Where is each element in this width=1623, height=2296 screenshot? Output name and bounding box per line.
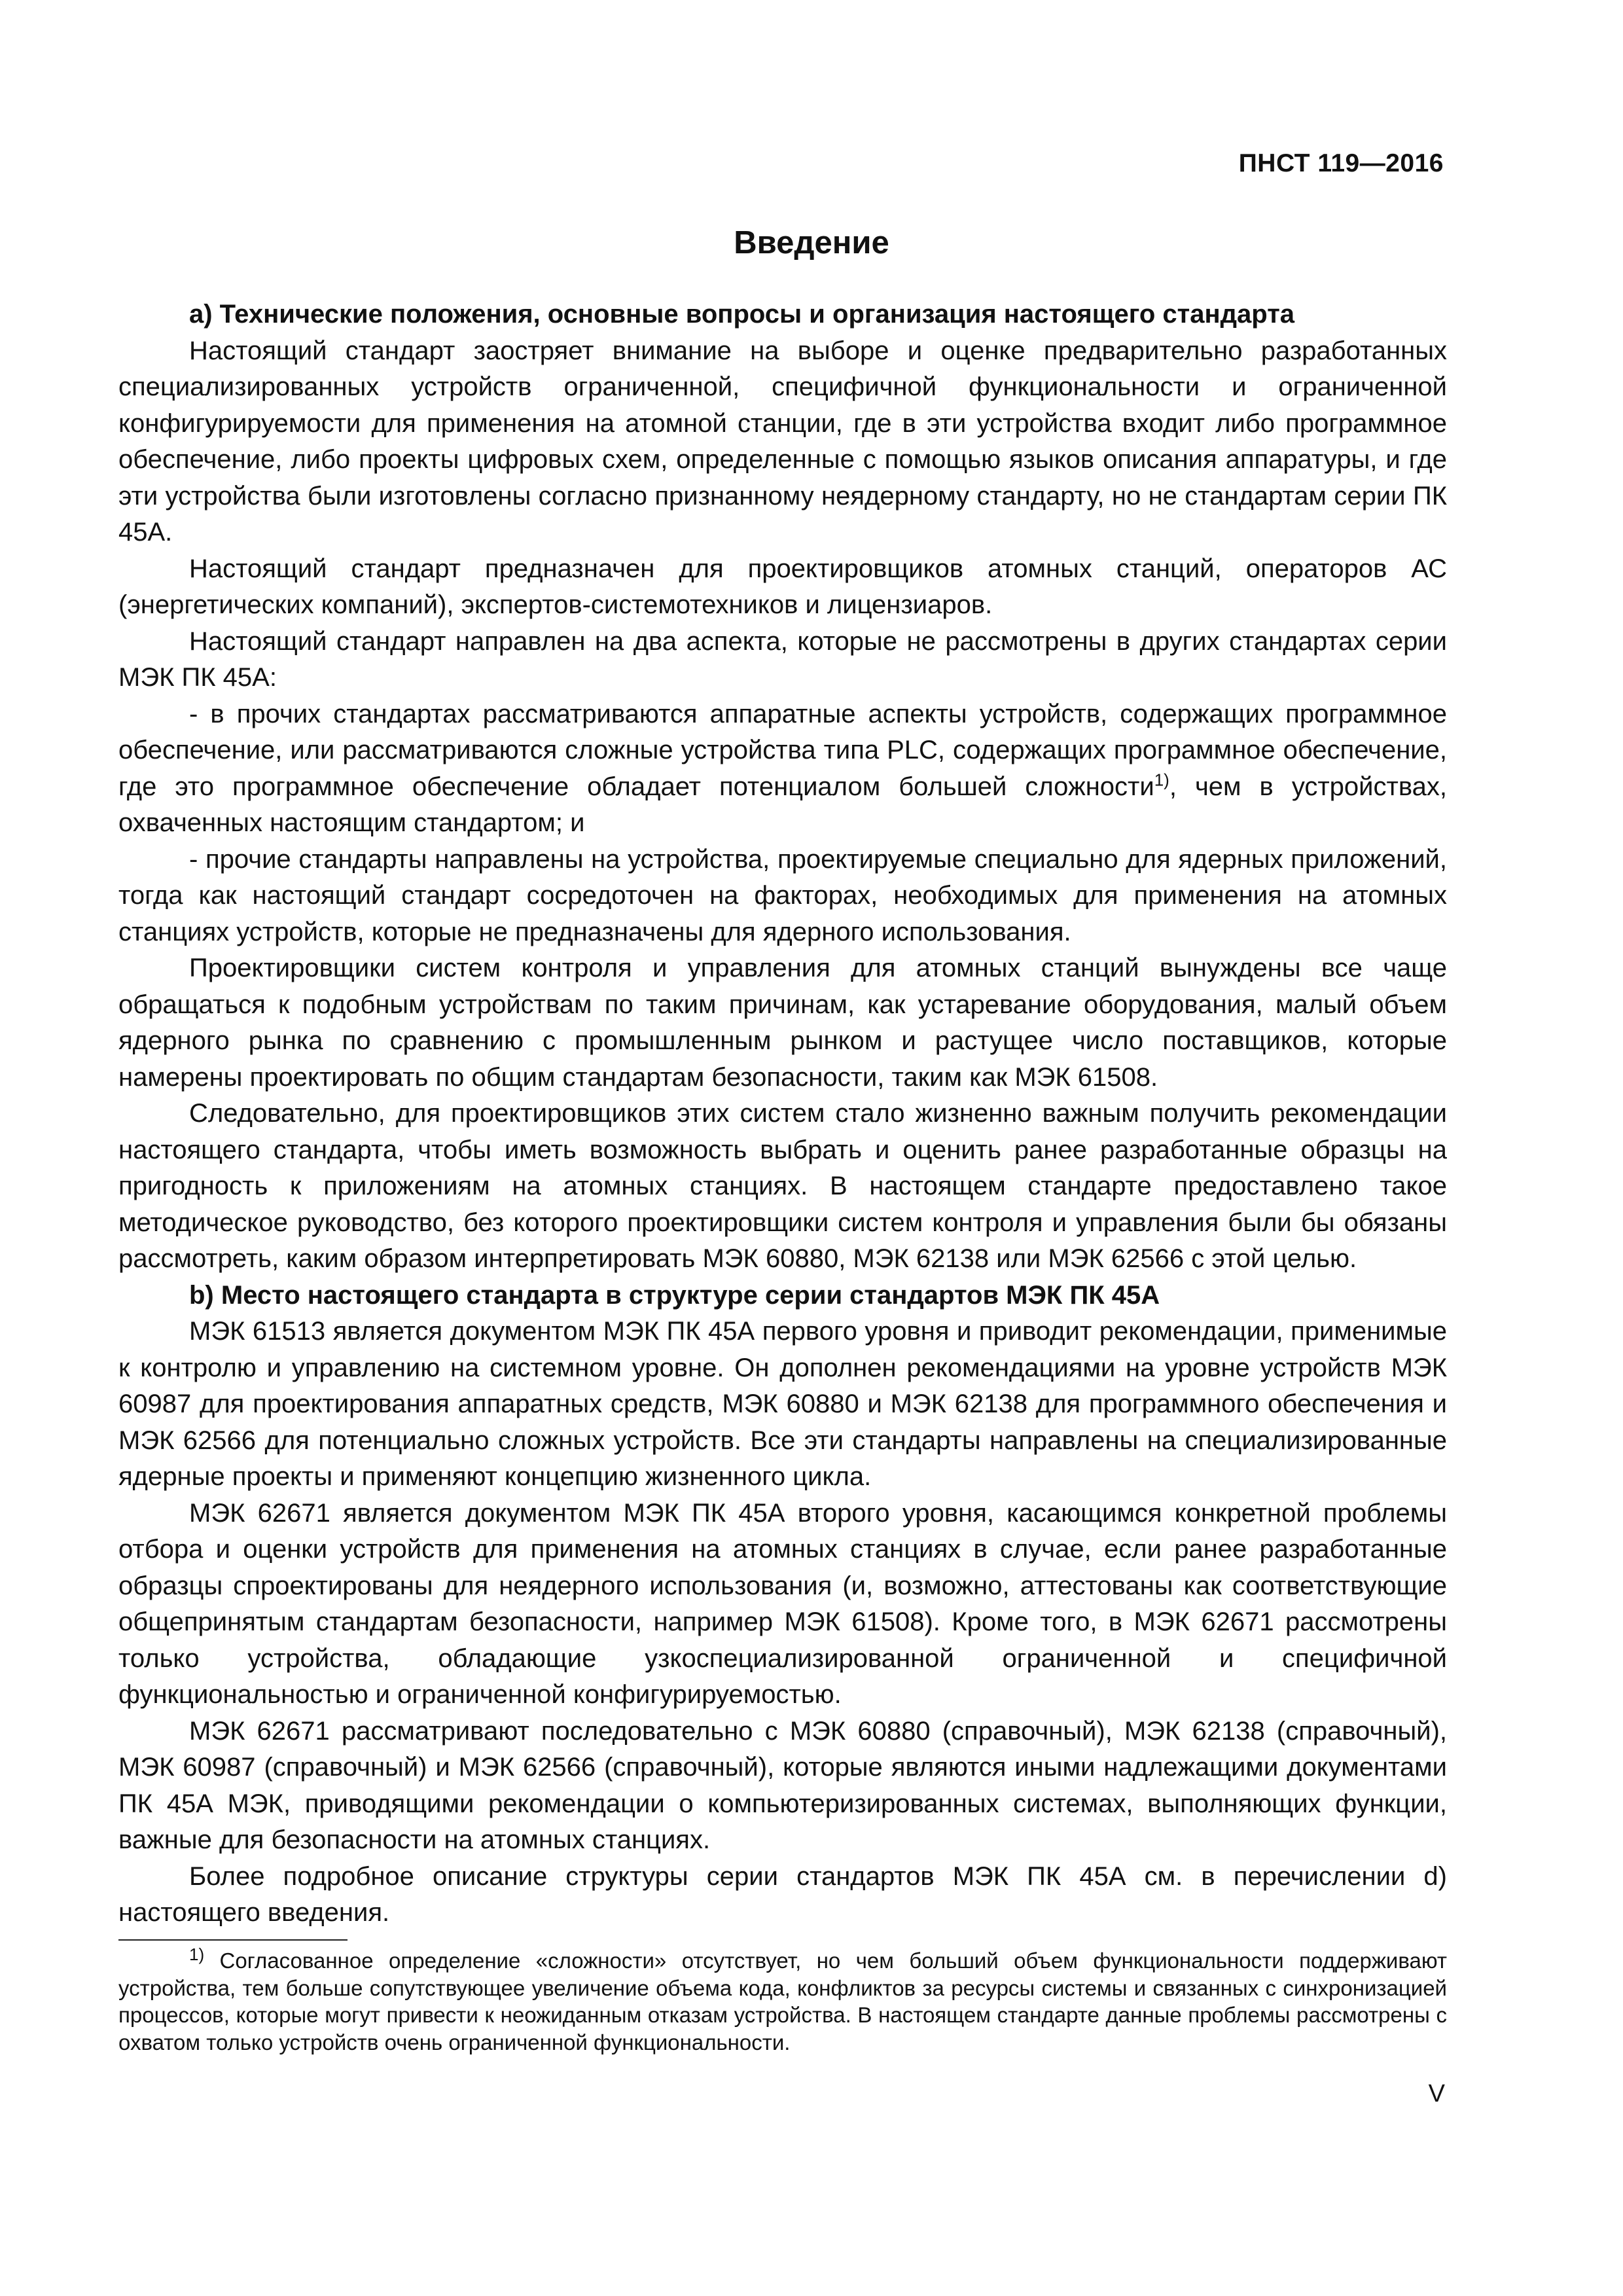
page-number: V <box>1428 2080 1445 2108</box>
introduction-body <box>118 296 1447 1931</box>
paragraph: Настоящий стандарт направлен на два аспекта, которые не рассмотрены в других стандартах серии МЭК ПК 45А: <box>118 626 1447 692</box>
paragraph: МЭК 62671 является документом МЭК ПК 45А второго уровня, касающимся конкретной проблемы отбора и оценки устройств для применения на атомных станциях в случае, если ранее разработанные образцы спроектированы для неядерного использования (и, возможно, аттестованы как соответствующие общепринятым стандартам безопасности, например МЭК 61508). Кроме того, в МЭК 62671 рассмотрены только устройства, обладающие узкоспециализированной ограниченной и специфичной функциональностью и ограниченной конфигурируемостью. <box>118 1498 1447 1709</box>
section-a-heading: а) Технические положения, основные вопросы и организация настоящего стандарта <box>189 300 1295 329</box>
footnote-text: Согласованное определение «сложности» отсутствует, но чем больший объем функциональности поддерживают устройства, тем больше сопутствующее увеличение объема кода, конфликтов за ресурсы системы и связанных с синхронизацией процессов, которые могут привести к неожиданным отказам устройства. В настоящем стандарте данные проблемы рассмотрены с охватом только устройств очень ограниченной функциональности. <box>118 1948 1447 2054</box>
list-item: - прочие стандарты направлены на устройства, проектируемые специально для ядерных приложений, тогда как настоящий стандарт сосредоточен на факторах, необходимых для применения на атомных станциях устройств, которые не предназначены для ядерного использования. <box>118 844 1447 946</box>
page-title: Введение <box>734 225 889 260</box>
paragraph: МЭК 62671 рассматривают последовательно с МЭК 60880 (справочный), МЭК 62138 (справочный), МЭК 60987 (справочный) и МЭК 62566 (справочный), которые являются иными надлежащими документами ПК 45А МЭК, приводящими рекомендации о компьютеризированных системах, выполняющих функции, важные для безопасности на атомных станциях. <box>118 1716 1447 1854</box>
document-code: ПНСТ 119—2016 <box>1238 149 1444 177</box>
footnote-reference: 1) <box>1154 770 1169 790</box>
list-item-text: , чем в устройствах, охваченных настоящим стандартом; и <box>118 772 1448 837</box>
section-b-heading: b) Место настоящего стандарта в структуре серии стандартов МЭК ПК 45А <box>189 1280 1160 1310</box>
paragraph: Настоящий стандарт заостряет внимание на выборе и оценке предварительно разработанных специализированных устройств ограниченной, специфичной функциональности и ограниченной конфигурируемости для применения на атомной станции, где в эти устройства входит либо программное обеспечение, либо проекты цифровых схем, определенные с помощью языков описания аппаратуры, и где эти устройства были изготовлены согласно признанному неядерному стандарту, но не стандартам серии ПК 45А. <box>118 336 1447 547</box>
paragraph: Настоящий стандарт предназначен для проектировщиков атомных станций, операторов АС (энергетических компаний), экспертов-системотехников и лицензиаров. <box>118 554 1447 619</box>
footnote-marker: 1) <box>189 1945 205 1964</box>
list-item <box>118 696 1447 842</box>
paragraph: Проектировщики систем контроля и управления для атомных станций вынуждены все чаще обращаться к подобным устройствам по таким причинам, как устаревание оборудования, малый объем ядерного рынка по сравнению с промышленным рынком и растущее число поставщиков, которые намерены проектировать по общим стандартам безопасности, таким как МЭК 61508. <box>118 954 1447 1092</box>
footnote <box>118 1947 1447 2056</box>
paragraph: Следовательно, для проектировщиков этих систем стало жизненно важным получить рекомендации настоящего стандарта, чтобы иметь возможность выбрать и оценить ранее разработанные образцы на пригодность к приложениям на атомных станциях. В настоящем стандарте предоставлено такое методическое руководство, без которого проектировщики систем контроля и управления были бы обязаны рассмотреть, каким образом интерпретировать МЭК 60880, МЭК 62138 или МЭК 62566 с этой целью. <box>118 1099 1447 1273</box>
footnote-divider <box>118 1939 348 1941</box>
paragraph: Более подробное описание структуры серии стандартов МЭК ПК 45А см. в перечислении d) настоящего введения. <box>118 1861 1447 1927</box>
list-item-text: - в прочих стандартах рассматриваются аппаратные аспекты устройств, содержащих программное обеспечение, или рассматриваются сложные устройства типа PLC, содержащих программное обеспечение, где это программное обеспечение обладает потенциалом большей сложности <box>118 699 1447 801</box>
paragraph: МЭК 61513 является документом МЭК ПК 45А первого уровня и приводит рекомендации, применимые к контролю и управлению на системном уровне. Он дополнен рекомендациями на уровне устройств МЭК 60987 для проектирования аппаратных средств, МЭК 60880 и МЭК 62138 для программного обеспечения и МЭК 62566 для потенциально сложных устройств. Все эти стандарты направлены на специализированные ядерные проекты и применяют концепцию жизненного цикла. <box>118 1317 1447 1491</box>
